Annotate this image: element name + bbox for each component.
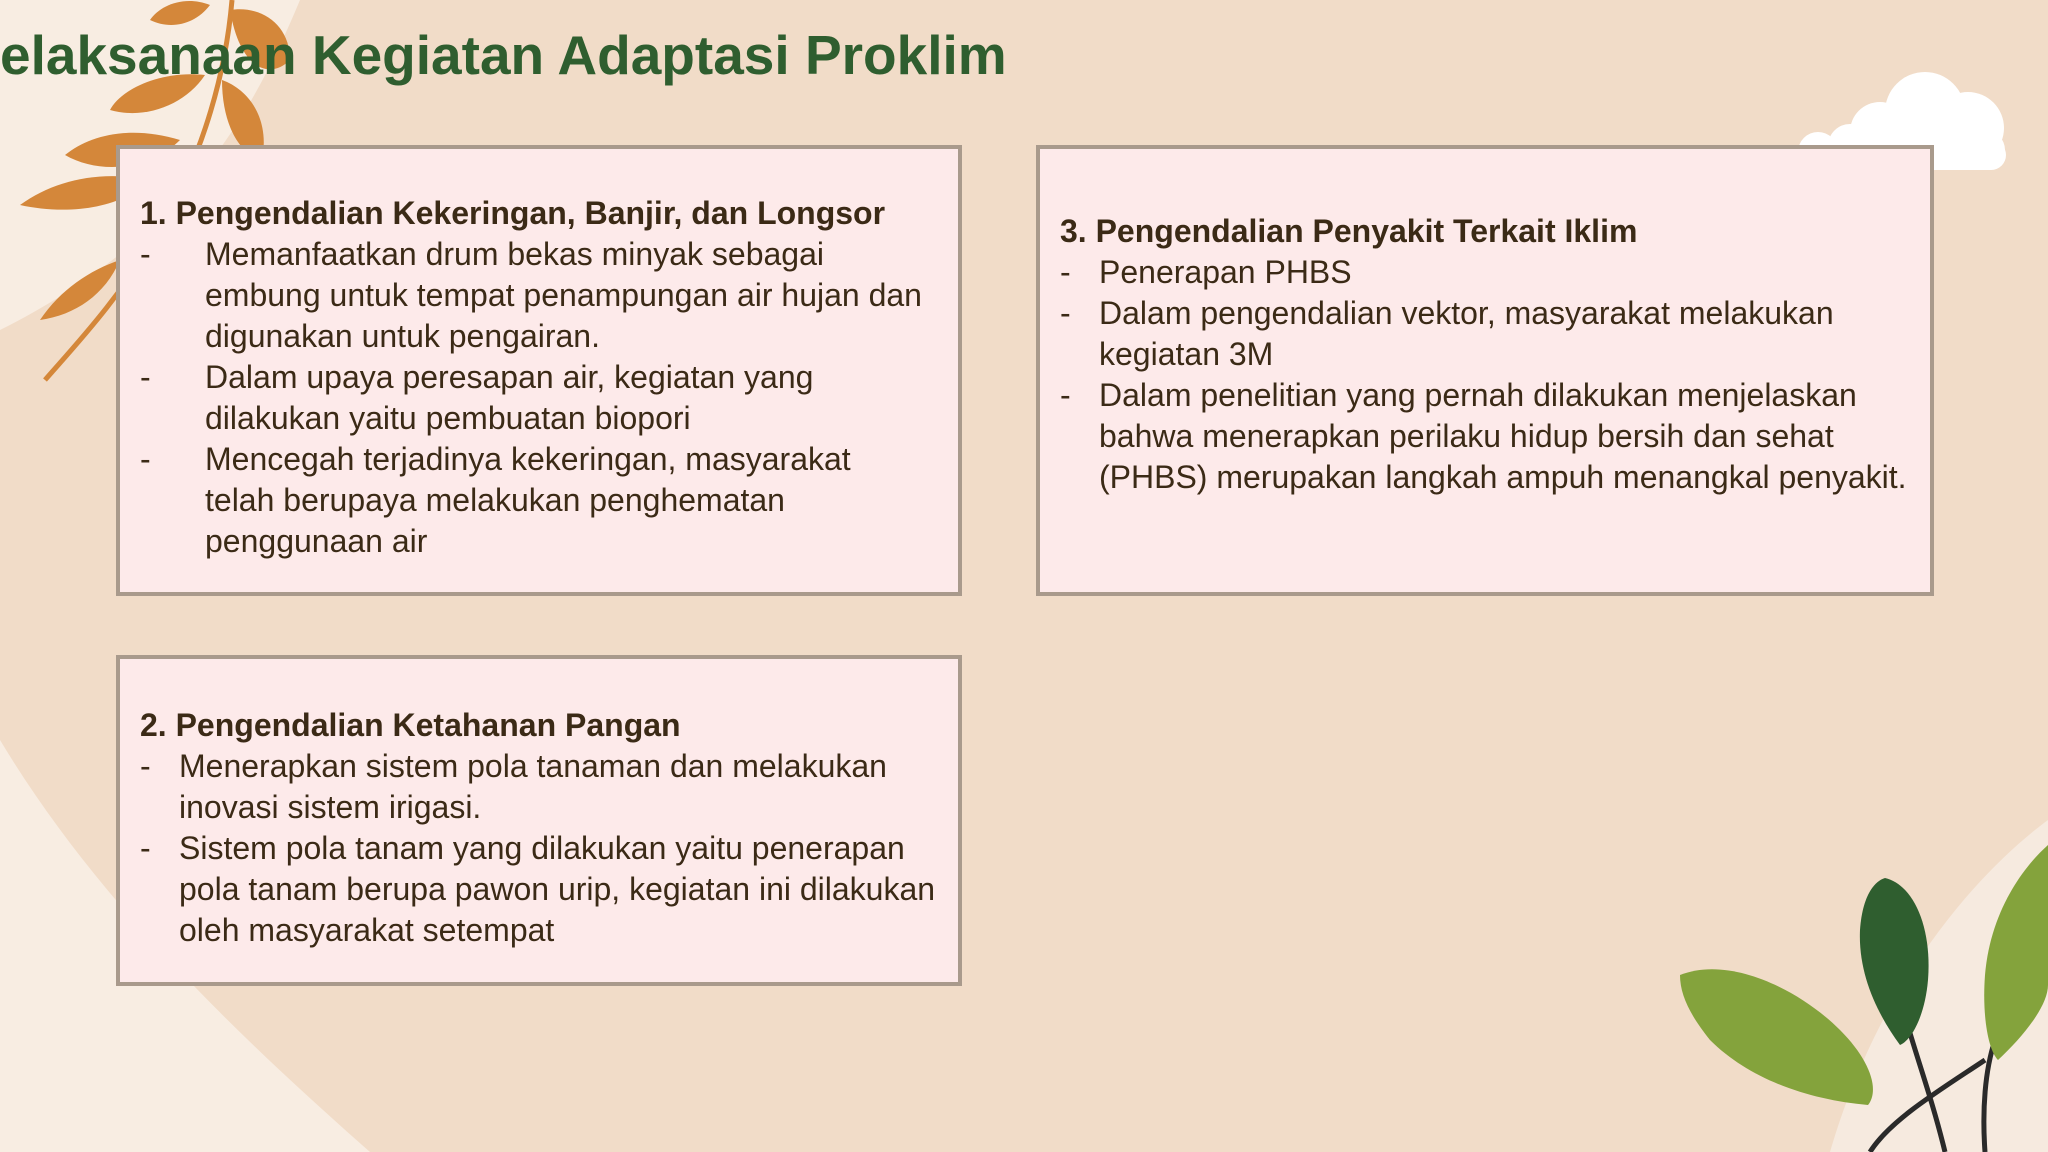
bullet-dash: - bbox=[140, 748, 151, 784]
bullet-list bbox=[140, 234, 958, 562]
card-food-security bbox=[116, 655, 962, 986]
list-item bbox=[140, 234, 925, 357]
list-item-text: Sistem pola tanam yang dilakukan yaitu penerapan pola tanam berupa pawon urip, kegiatan ini dilakukan oleh masyarakat setempat bbox=[179, 830, 936, 948]
list-item bbox=[140, 746, 949, 828]
card-heading: 3. Pengendalian Penyakit Terkait Iklim bbox=[1060, 213, 1638, 249]
list-item-text: Dalam penelitian yang pernah dilakukan menjelaskan bahwa menerapkan perilaku hidup bersih dan sehat (PHBS) merupakan langkah ampuh menangkal penyakit. bbox=[1099, 377, 1907, 495]
list-item bbox=[140, 828, 949, 951]
list-item-text: Memanfaatkan drum bekas minyak sebagai embung untuk tempat penampungan air hujan dan digunakan untuk pengairan. bbox=[205, 236, 922, 354]
list-item-text: Mencegah terjadinya kekeringan, masyarakat telah berupaya melakukan penghematan penggunaan air bbox=[205, 441, 851, 559]
card-heading: 1. Pengendalian Kekeringan, Banjir, dan Longsor bbox=[140, 195, 886, 231]
bullet-list bbox=[1060, 252, 1930, 498]
bullet-dash: - bbox=[1060, 377, 1071, 413]
bullet-list bbox=[140, 746, 958, 951]
list-item bbox=[140, 357, 925, 439]
bullet-dash: - bbox=[140, 236, 151, 272]
list-item-text: Dalam upaya peresapan air, kegiatan yang dilakukan yaitu pembuatan biopori bbox=[205, 359, 814, 436]
card-heading: 2. Pengendalian Ketahanan Pangan bbox=[140, 707, 681, 743]
slide-title: elaksanaan Kegiatan Adaptasi Proklim bbox=[0, 24, 1007, 86]
list-item bbox=[1060, 252, 1929, 293]
bullet-dash: - bbox=[1060, 254, 1071, 290]
bullet-dash: - bbox=[140, 359, 151, 395]
bullet-dash: - bbox=[140, 441, 151, 477]
list-item bbox=[140, 439, 925, 562]
bullet-dash: - bbox=[1060, 295, 1071, 331]
card-drought-flood-landslide bbox=[116, 145, 962, 596]
list-item-text: Dalam pengendalian vektor, masyarakat melakukan kegiatan 3M bbox=[1099, 295, 1834, 372]
list-item-text: Menerapkan sistem pola tanaman dan melakukan inovasi sistem irigasi. bbox=[179, 748, 887, 825]
bullet-dash: - bbox=[140, 830, 151, 866]
list-item-text: Penerapan PHBS bbox=[1099, 254, 1352, 290]
list-item bbox=[1060, 293, 1929, 375]
list-item bbox=[1060, 375, 1929, 498]
card-climate-disease bbox=[1036, 145, 1934, 596]
